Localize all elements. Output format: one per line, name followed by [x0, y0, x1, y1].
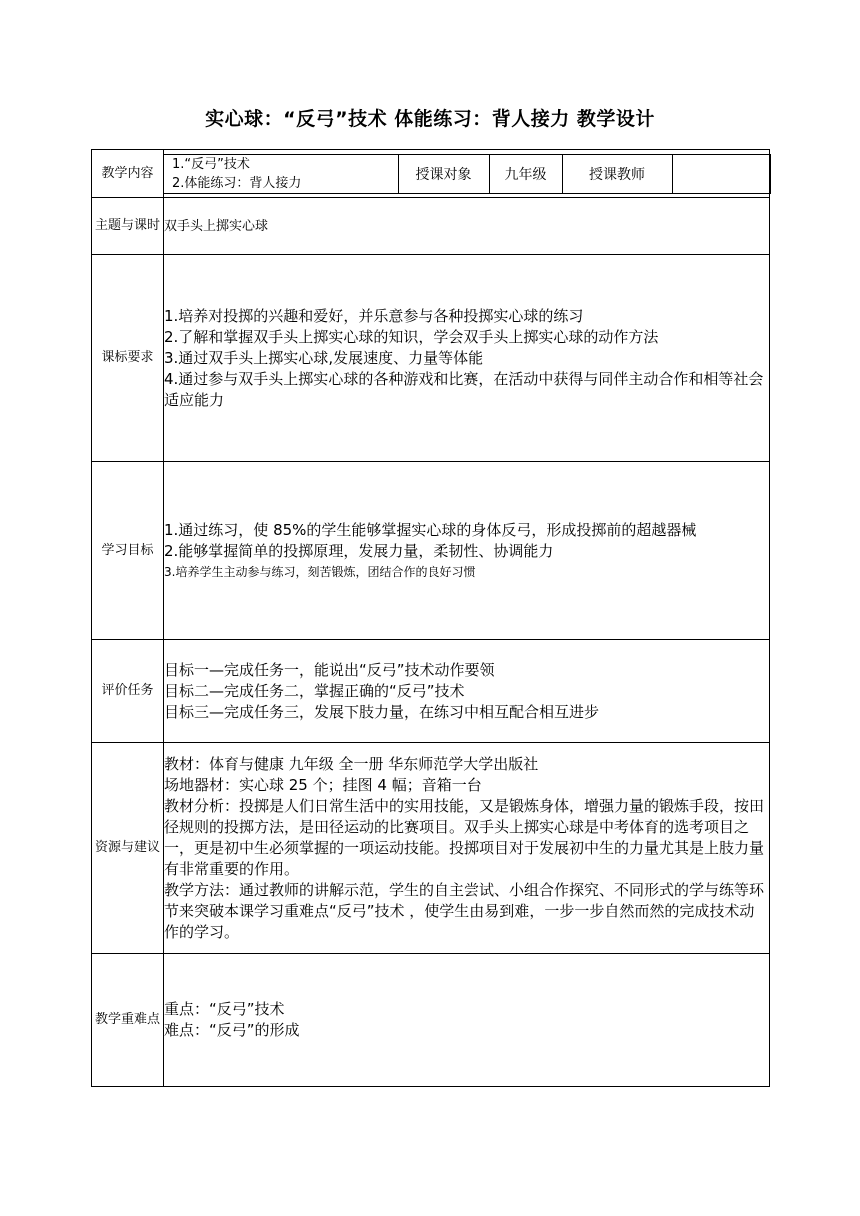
objective-item-1: 1.通过练习，使 85%的学生能够掌握实心球的身体反弓，形成投掷前的超越器械: [164, 520, 697, 539]
target-label: 授课对象: [398, 154, 489, 193]
row-objectives: [92, 462, 770, 640]
row-content: [92, 150, 770, 198]
keypoints-cell: [164, 954, 770, 1087]
keypoint-item-2: 难点：“反弓”的形成: [164, 1021, 300, 1039]
content-items: [164, 154, 398, 193]
target-value: 九年级: [489, 154, 562, 193]
label-standards: 课标要求: [92, 255, 164, 462]
resource-item-4: 教学方法：通过教师的讲解示范，学生的自主尝试、小组合作探究、不同形式的学与练等环节来突破本课学习重难点“反弓”技术 ，使学生由易到难，一步一步自然而然的完成技术动作的学习。: [164, 880, 765, 941]
evaluation-item-1: 目标一—完成任务一，能说出“反弓”技术动作要领: [164, 660, 495, 679]
lesson-plan-table: [91, 149, 770, 1087]
standards-cell: [164, 255, 770, 462]
resource-item-3: 教材分析：投掷是人们日常生活中的实用技能，又是锻炼身体，增强力量的锻炼手段，按田径规则的投掷方法，是田径运动的比赛项目。双手头上掷实心球是中考体育的选考项目之一，更是初中生必须掌握的一项运动技能。投掷项目对于发展初中生的力量尤其是上肢力量有非常重要的作用。: [164, 796, 765, 878]
label-evaluation: 评价任务: [92, 640, 164, 743]
label-content: 教学内容: [92, 150, 164, 198]
keypoint-item-1: 重点：“反弓”技术: [164, 1000, 285, 1018]
content-item-1: 1.“反弓”技术: [172, 156, 250, 172]
objectives-cell: [164, 462, 770, 640]
label-resources: 资源与建议: [92, 743, 164, 954]
standard-item-2: 2.了解和掌握双手头上掷实心球的知识，学会双手头上掷实心球的动作方法: [164, 327, 659, 346]
content-subtable: [164, 154, 771, 194]
row-topic: [92, 198, 770, 255]
document-title: 实心球：“反弓”技术 体能练习：背人接力 教学设计: [205, 108, 655, 130]
row-keypoints: [92, 954, 770, 1087]
objective-item-3: 3.培养学生主动参与练习，刻苦锻炼，团结合作的良好习惯: [164, 564, 476, 579]
row-evaluation: [92, 640, 770, 743]
row-standards: [92, 255, 770, 462]
content-item-2: 2.体能练习：背人接力: [172, 175, 302, 191]
resource-item-1: 教材：体育与健康 九年级 全一册 华东师范学大学出版社: [164, 754, 539, 773]
topic-value: 双手头上掷实心球: [164, 198, 770, 255]
standard-item-1: 1.培养对投掷的兴趣和爱好，并乐意参与各种投掷实心球的练习: [164, 306, 584, 325]
teacher-label: 授课教师: [562, 154, 672, 193]
evaluation-item-2: 目标二—完成任务二，掌握正确的“反弓”技术: [164, 681, 465, 700]
teacher-value: [672, 154, 770, 193]
evaluation-item-3: 目标三—完成任务三，发展下肢力量，在练习中相互配合相互进步: [164, 702, 600, 721]
label-topic: 主题与课时: [92, 198, 164, 255]
evaluation-cell: [164, 640, 770, 743]
content-cell: [164, 150, 770, 198]
label-objectives: 学习目标: [92, 462, 164, 640]
standard-item-4: 4.通过参与双手头上掷实心球的各种游戏和比赛，在活动中获得与同伴主动合作和相等社会适应能力: [164, 369, 764, 409]
standard-item-3: 3.通过双手头上掷实心球,发展速度、力量等体能: [164, 348, 484, 367]
objective-item-2: 2.能够掌握简单的投掷原理，发展力量，柔韧性、协调能力: [164, 541, 554, 560]
resources-cell: [164, 743, 770, 954]
resource-item-2: 场地器材：实心球 25 个；挂图 4 幅；音箱一台: [164, 775, 482, 794]
label-keypoints: 教学重难点: [92, 954, 164, 1087]
row-resources: [92, 743, 770, 954]
